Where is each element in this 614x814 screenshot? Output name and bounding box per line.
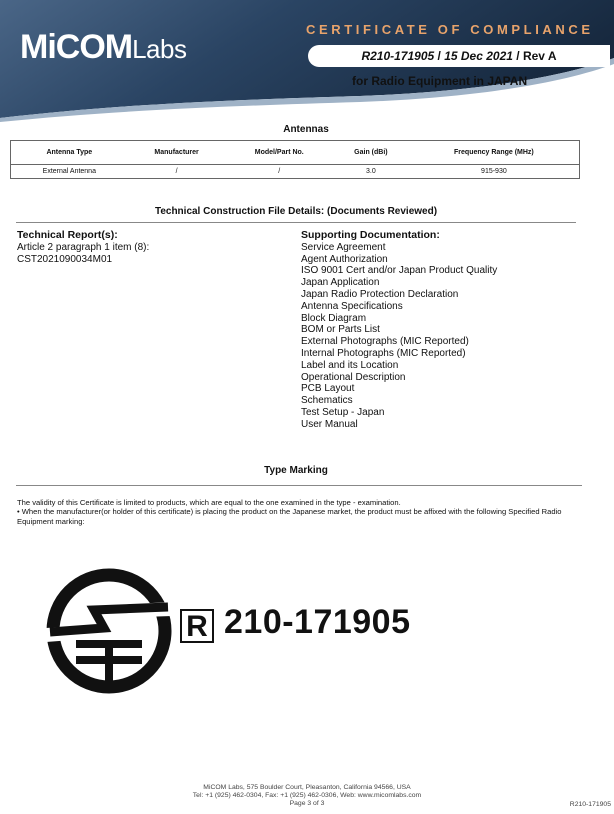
section-divider xyxy=(16,222,576,223)
table-cell: External Antenna xyxy=(11,165,128,179)
column-header: Manufacturer xyxy=(128,141,226,165)
reference-number: R210-171905 xyxy=(361,49,435,63)
tcf-title: Technical Construction File Details: (Documents Reviewed) xyxy=(154,206,438,217)
list-item: Antenna Specifications xyxy=(301,300,403,312)
marking-number: 210-171905 xyxy=(224,603,411,641)
micom-labs-logo xyxy=(20,28,186,67)
list-item: User Manual xyxy=(301,418,358,430)
list-item: Schematics xyxy=(301,395,353,407)
column-header: Model/Part No. xyxy=(226,141,333,165)
list-item: Japan Application xyxy=(301,277,380,289)
list-item: Label and its Location xyxy=(301,359,399,371)
certificate-title: CERTIFICATE OF COMPLIANCE xyxy=(306,22,594,37)
footer-address: MiCOM Labs, 575 Boulder Court, Pleasanton, California 94566, USA xyxy=(203,784,411,791)
column-header: Gain (dBi) xyxy=(333,141,409,165)
page-number: Page 3 of 3 xyxy=(289,800,325,808)
list-item: BOM or Parts List xyxy=(301,324,380,336)
certificate-header xyxy=(0,0,614,122)
list-item: Block Diagram xyxy=(301,312,367,324)
list-item: Internal Photographs (MIC Reported) xyxy=(301,347,466,359)
page-footer xyxy=(0,784,614,809)
supporting-heading: Supporting Documentation: xyxy=(301,229,440,241)
antennas-table xyxy=(10,140,580,179)
technical-reports xyxy=(17,230,149,265)
japan-giteki-mark-icon xyxy=(44,566,174,696)
supporting-docs-list xyxy=(301,242,497,431)
marking-requirement: • When the manufacturer(or holder of this certificate) is placing the product on the Japanese market, the product must be affixed with the following Specified Radio Equipment marking: xyxy=(17,507,562,526)
section-divider xyxy=(16,485,582,486)
list-item: ISO 9001 Cert and/or Japan Product Quality xyxy=(301,265,498,277)
footer-reference: R210-171905 xyxy=(569,801,611,808)
certificate-date: 15 Dec 2021 xyxy=(444,49,513,63)
supporting-documentation xyxy=(301,230,497,431)
technical-reports-heading: Technical Report(s): xyxy=(17,229,118,241)
logo-brand: MiCOM xyxy=(20,28,133,66)
r-symbol: R xyxy=(180,609,214,643)
column-header: Antenna Type xyxy=(11,141,128,165)
table-row xyxy=(11,165,580,179)
certificate-reference: R210-171905 / 15 Dec 2021 / Rev A xyxy=(308,45,610,67)
list-item: Service Agreement xyxy=(301,241,386,253)
list-item: Article 2 paragraph 1 item (8): xyxy=(17,241,150,253)
table-cell: 915-930 xyxy=(409,165,580,179)
footer-contact: Tel: +1 (925) 462-0304, Fax: +1 (925) 462-0306, Web: www.micomlabs.com xyxy=(192,792,422,800)
list-item: CST2021090034M01 xyxy=(17,253,113,265)
certificate-subtitle: for Radio Equipment in JAPAN xyxy=(352,74,528,88)
antennas-header-row xyxy=(11,141,580,165)
list-item: Test Setup - Japan xyxy=(301,406,385,418)
list-item: PCB Layout xyxy=(301,383,355,395)
certificate-revision: Rev A xyxy=(522,49,557,63)
validity-statement xyxy=(17,498,597,526)
list-item: Japan Radio Protection Declaration xyxy=(301,288,459,300)
table-cell: 3.0 xyxy=(333,165,409,179)
logo-suffix: Labs xyxy=(132,34,187,64)
list-item: External Photographs (MIC Reported) xyxy=(301,336,469,348)
validity-line: The validity of this Certificate is limited to products, which are equal to the one examined in the type - examination. xyxy=(17,498,401,507)
table-cell: / xyxy=(226,165,333,179)
list-item: Agent Authorization xyxy=(301,253,388,265)
table-cell: / xyxy=(128,165,226,179)
antennas-title: Antennas xyxy=(283,124,329,135)
list-item: Operational Description xyxy=(301,371,406,383)
type-marking-title: Type Marking xyxy=(264,465,328,476)
column-header: Frequency Range (MHz) xyxy=(409,141,580,165)
